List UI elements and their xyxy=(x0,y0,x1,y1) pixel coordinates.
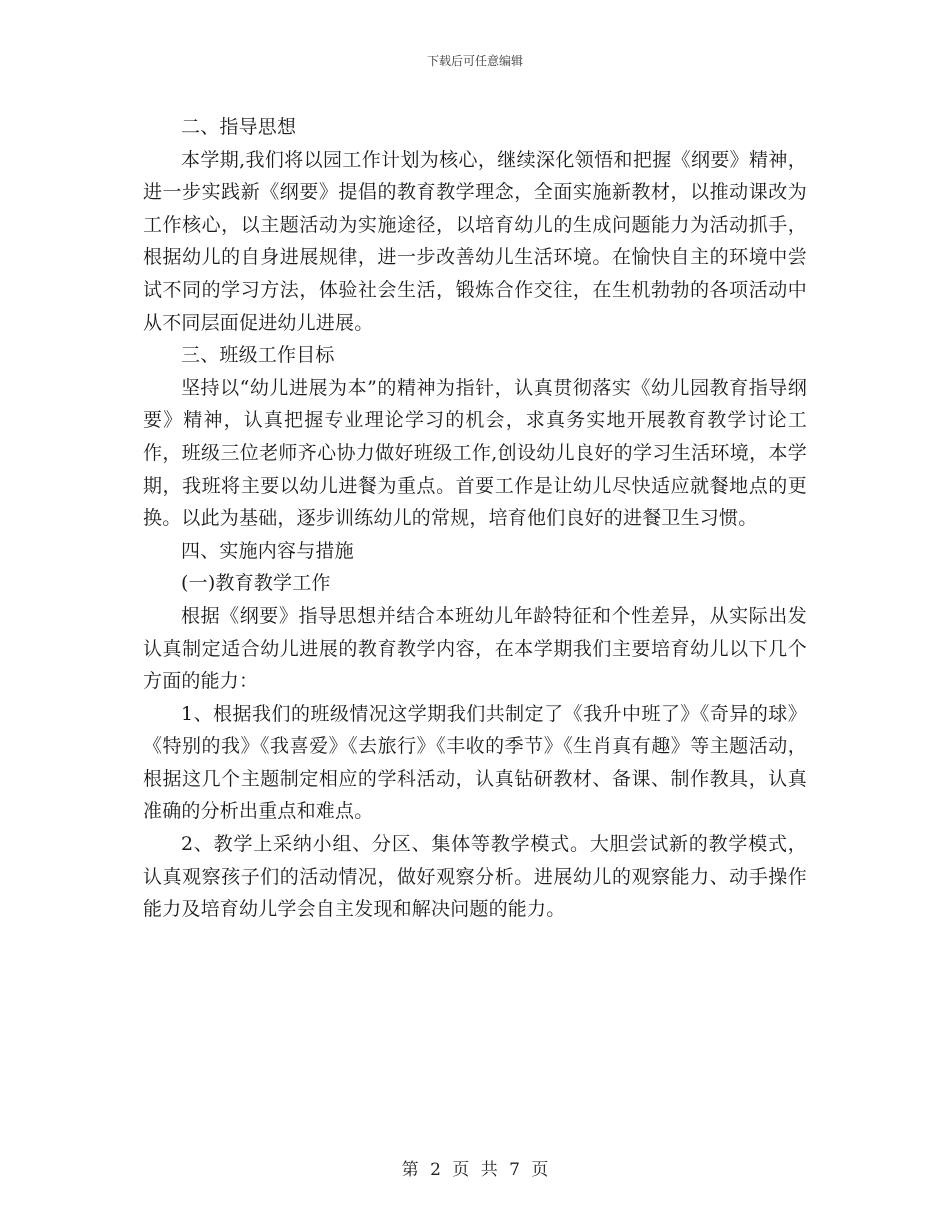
list-item-1: 1、根据我们的班级情况这学期我们共制定了《我升中班了》《奇异的球》《特别的我》《我喜爱》《去旅行》《丰收的季节》《生肖真有趣》等主题活动，根据这几个主题制定相应的学科活动，认真钻研教材、备课、制作教具，认真准确的分析出重点和难点。 xyxy=(143,702,807,823)
paragraph-class-goals: 坚持以“幼儿进展为本”的精神为指针，认真贯彻落实《幼儿园教育指导纲要》精神，认真把握专业理论学习的机会，求真务实地开展教育教学讨论工作，班级三位老师齐心协力做好班级工作,创设幼儿良好的学习生活环境，本学期，我班将主要以幼儿进餐为重点。首要工作是让幼儿尽快适应就餐地点的更换。以此为基础，逐步训练幼儿的常规，培育他们良好的进餐卫生习惯。 xyxy=(143,376,807,530)
document-body xyxy=(143,111,807,926)
subsection-heading-teaching-work: (一)教育教学工作 xyxy=(181,572,331,595)
section-heading-class-goals: 三、班级工作目标 xyxy=(181,344,335,367)
paragraph-guiding-thought: 本学期,我们将以园工作计划为核心，继续深化领悟和把握《纲要》精神，进一步实践新《纲要》提倡的教育教学理念，全面实施新教材，以推动课改为工作核心，以主题活动为实施途径，以培育幼儿的生成问题能力为活动抓手，根据幼儿的自身进展规律，进一步改善幼儿生活环境。在愉快自主的环境中尝试不同的学习方法，体验社会生活，锻炼合作交往，在生机勃勃的各项活动中从不同层面促进幼儿进展。 xyxy=(143,148,807,334)
section-heading-guiding-thought: 二、指导思想 xyxy=(181,116,297,138)
list-item-2: 2、教学上采纳小组、分区、集体等教学模式。大胆尝试新的教学模式，认真观察孩子们的活动情况，做好观察分析。进展幼儿的观察能力、动手操作能力及培育幼儿学会自主发现和解决问题的能力。 xyxy=(143,833,807,921)
section-heading-implementation: 四、实施内容与措施 xyxy=(181,539,354,562)
page-footer-number: 第 2 页 共 7 页 xyxy=(401,1160,549,1180)
paragraph-teaching-intro: 根据《纲要》指导思想并结合本班幼儿年龄特征和个性差异，从实际出发认真制定适合幼儿进展的教育教学内容，在本学期我们主要培育幼儿以下几个方面的能力： xyxy=(143,604,807,693)
page-header-note: 下载后可任意编辑 xyxy=(426,54,523,68)
